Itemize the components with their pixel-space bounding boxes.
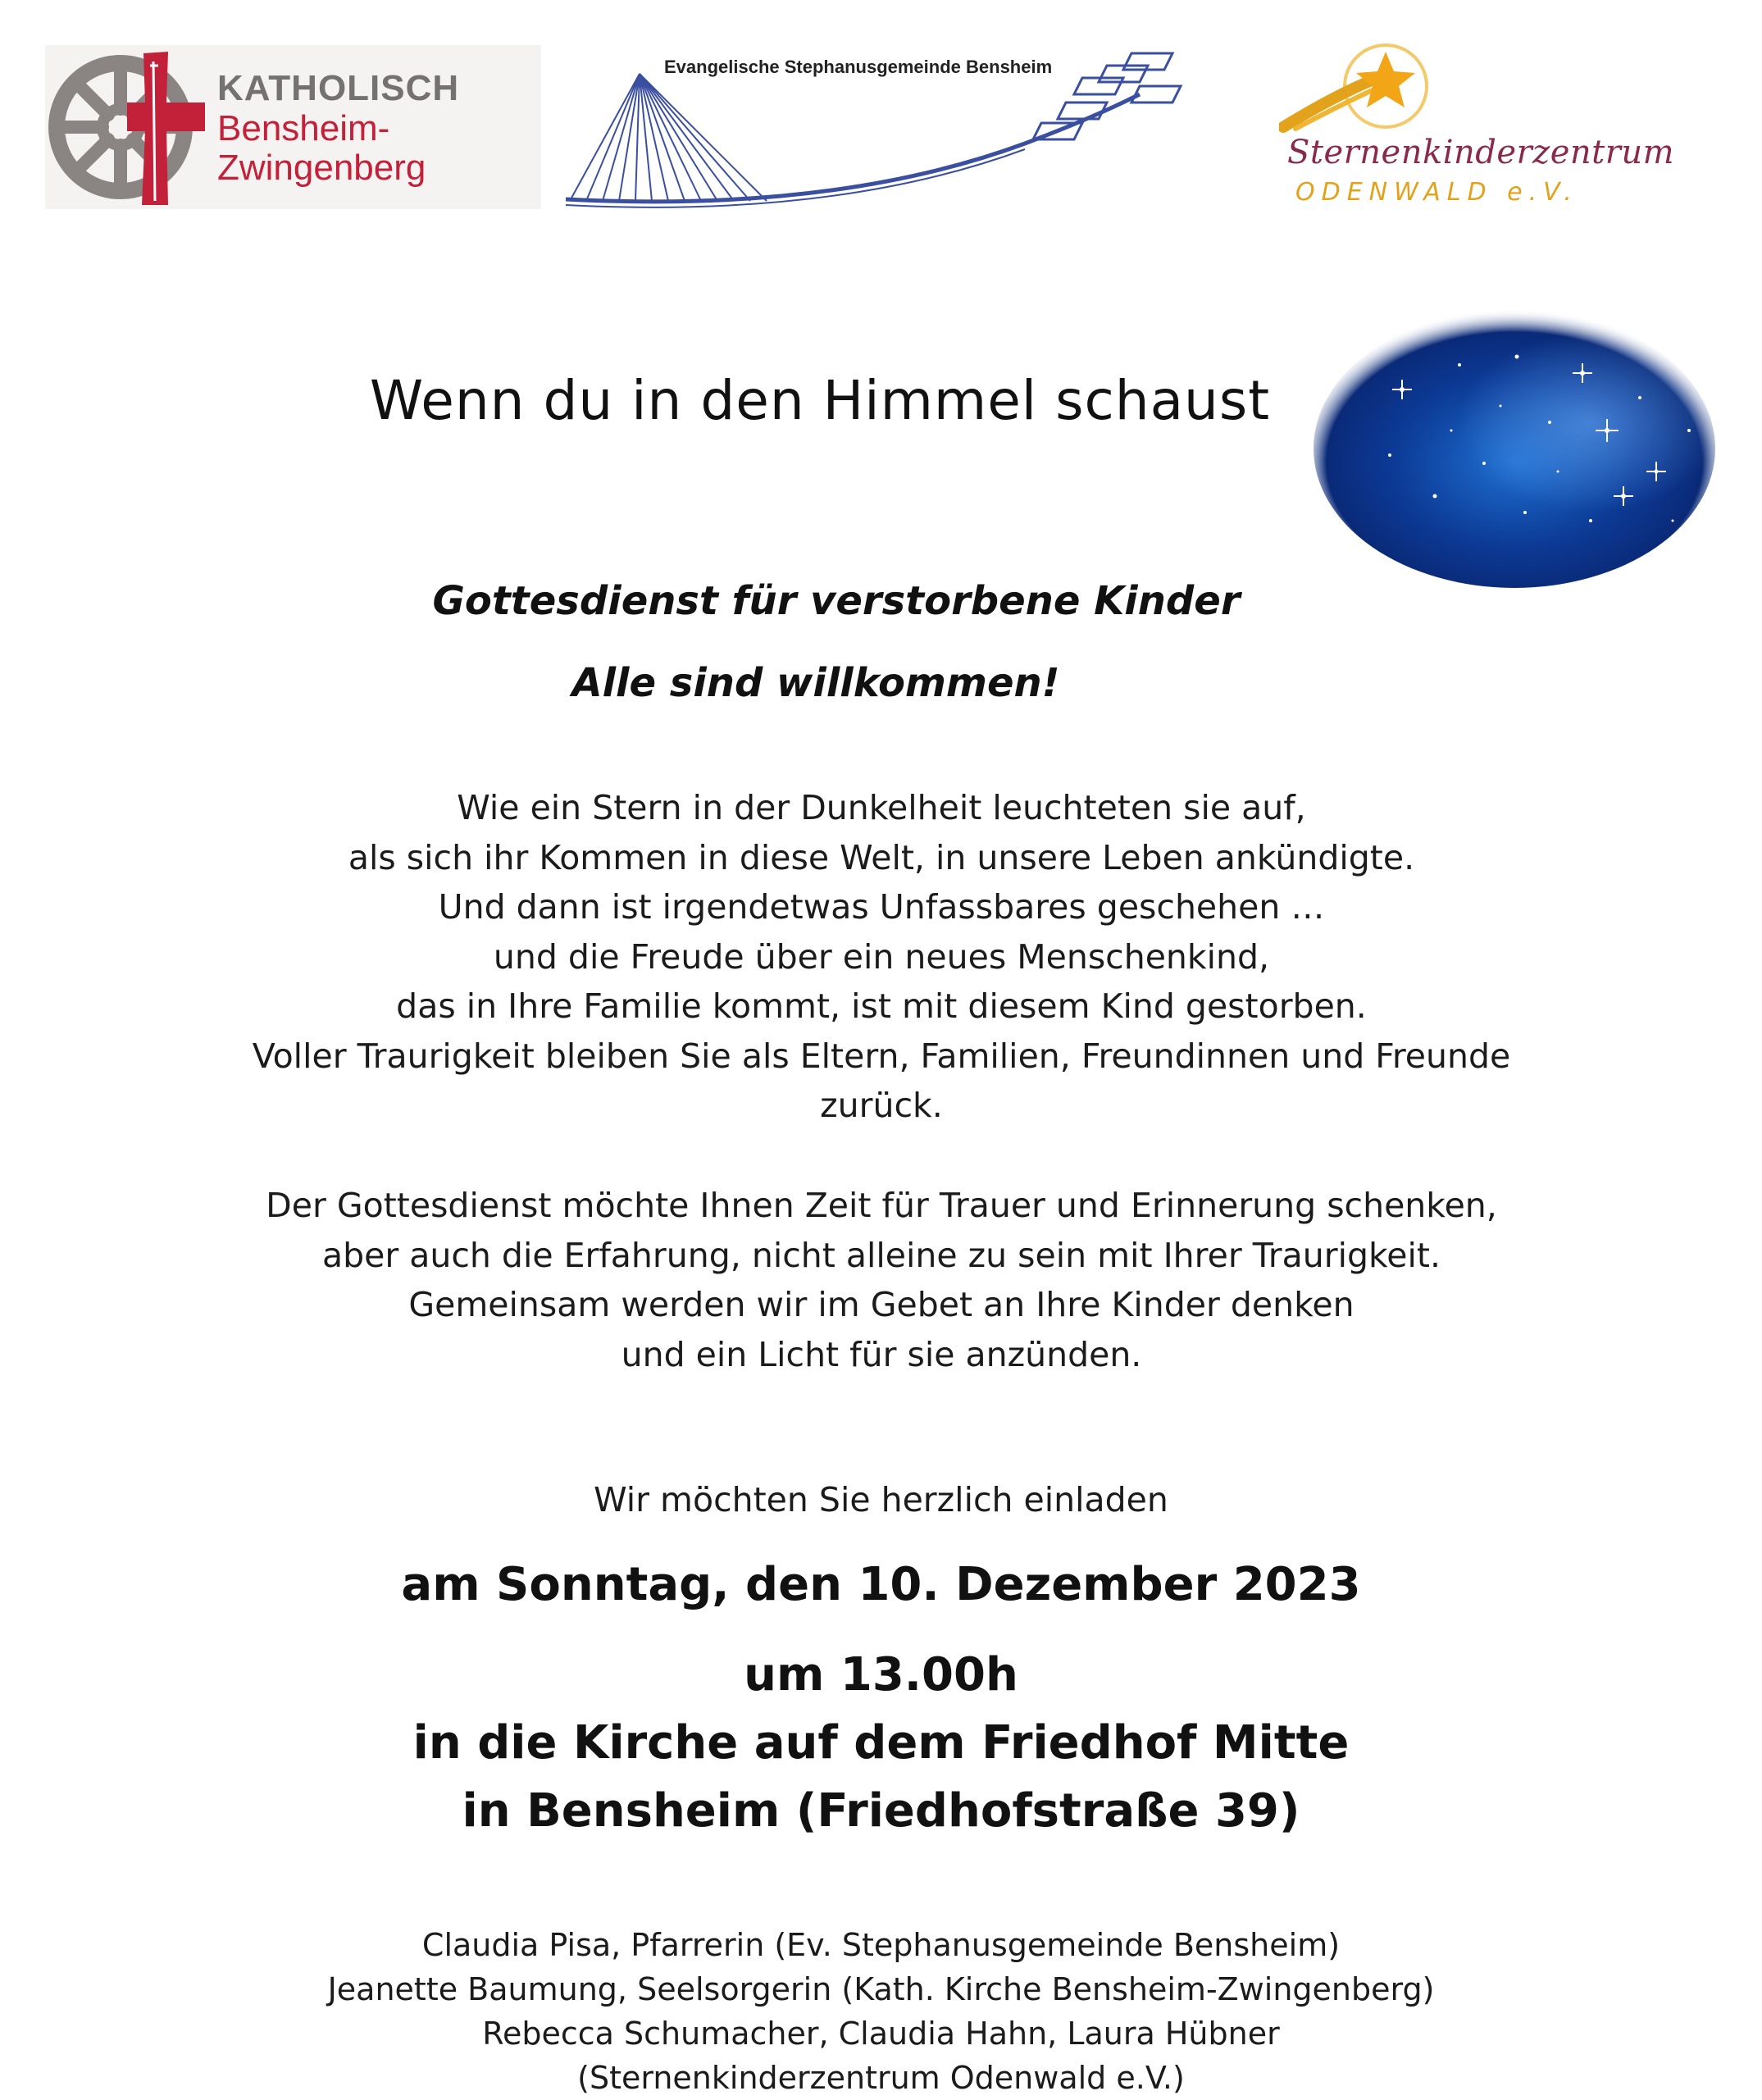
paragraph-line: Wie ein Stern in der Dunkelheit leuchteten sie auf, [457, 788, 1306, 827]
evangelisch-title: Evangelische Stephanusgemeinde Bensheim [664, 57, 1053, 77]
event-place-line2: in Bensheim (Friedhofstraße 39) [462, 1784, 1300, 1838]
organizer-line: Jeanette Baumung, Seelsorgerin (Kath. Kirche Bensheim-Zwingenberg) [327, 1971, 1435, 2007]
event-time: um 13.00h [744, 1648, 1018, 1701]
sternenkinderzentrum-name: Sternenkinderzentrum [1287, 134, 1675, 171]
katholisch-line2: Zwingenberg [217, 148, 426, 188]
paragraph-line: als sich ihr Kommen in diese Welt, in unsere Leben ankündigte. [348, 837, 1415, 877]
event-place-line1: in die Kirche auf dem Friedhof Mitte [412, 1716, 1350, 1770]
logo-katholisch-bensheim-zwingenberg [45, 45, 541, 209]
organizer-line: (Sternenkinderzentrum Odenwald e.V.) [577, 2060, 1185, 2096]
invitation-text: Wir möchten Sie herzlich einladen [594, 1480, 1168, 1519]
logo-evangelische-stephanusgemeinde [566, 45, 1197, 217]
event-date: am Sonntag, den 10. Dezember 2023 [401, 1558, 1361, 1611]
organizer-line: Rebecca Schumacher, Claudia Hahn, Laura Hübner [482, 2016, 1280, 2052]
starry-sky-image [1312, 307, 1718, 590]
katholisch-wheel-cross-icon [45, 45, 209, 209]
subtitle-gottesdienst: Gottesdienst für verstorbene Kinder [432, 578, 1241, 624]
subtitle-willkommen: Alle sind willkommen! [571, 660, 1060, 706]
paragraph-line: aber auch die Erfahrung, nicht alleine zu sein mit Ihrer Traurigkeit. [322, 1235, 1441, 1275]
katholisch-location [217, 109, 426, 188]
page-title: Wenn du in den Himmel schaust [369, 369, 1271, 432]
logo-sternenkinderzentrum [1279, 37, 1675, 217]
paragraph-line: das in Ihre Familie kommt, ist mit diesem Kind gestorben. [396, 986, 1367, 1026]
paragraph-line: Und dann ist irgendetwas Unfassbares geschehen … [438, 887, 1325, 927]
paragraph-line: Voller Traurigkeit bleiben Sie als Eltern, Familien, Freundinnen und Freunde [252, 1036, 1511, 1076]
paragraph-line: zurück. [820, 1086, 943, 1125]
paragraph-line: Gemeinsam werden wir im Gebet an Ihre Kinder denken [408, 1285, 1355, 1324]
paragraph-line: und ein Licht für sie anzünden. [621, 1334, 1142, 1374]
paragraph-line: und die Freude über ein neues Menschenkind, [493, 936, 1270, 977]
paragraph-line: Der Gottesdienst möchte Ihnen Zeit für Trauer und Erinnerung schenken, [266, 1186, 1497, 1225]
katholisch-title: KATHOLISCH [217, 68, 460, 108]
paragraph-purpose [82, 1181, 1681, 1379]
katholisch-line1: Bensheim- [217, 108, 390, 148]
sternenkinderzentrum-sub: ODENWALD e.V. [1295, 178, 1578, 207]
organizer-line: Claudia Pisa, Pfarrerin (Ev. Stephanusgemeinde Bensheim) [421, 1927, 1341, 1963]
organizers-footer [0, 1923, 1762, 2100]
paragraph-intro [82, 783, 1681, 1131]
shooting-star-icon [1279, 37, 1656, 135]
